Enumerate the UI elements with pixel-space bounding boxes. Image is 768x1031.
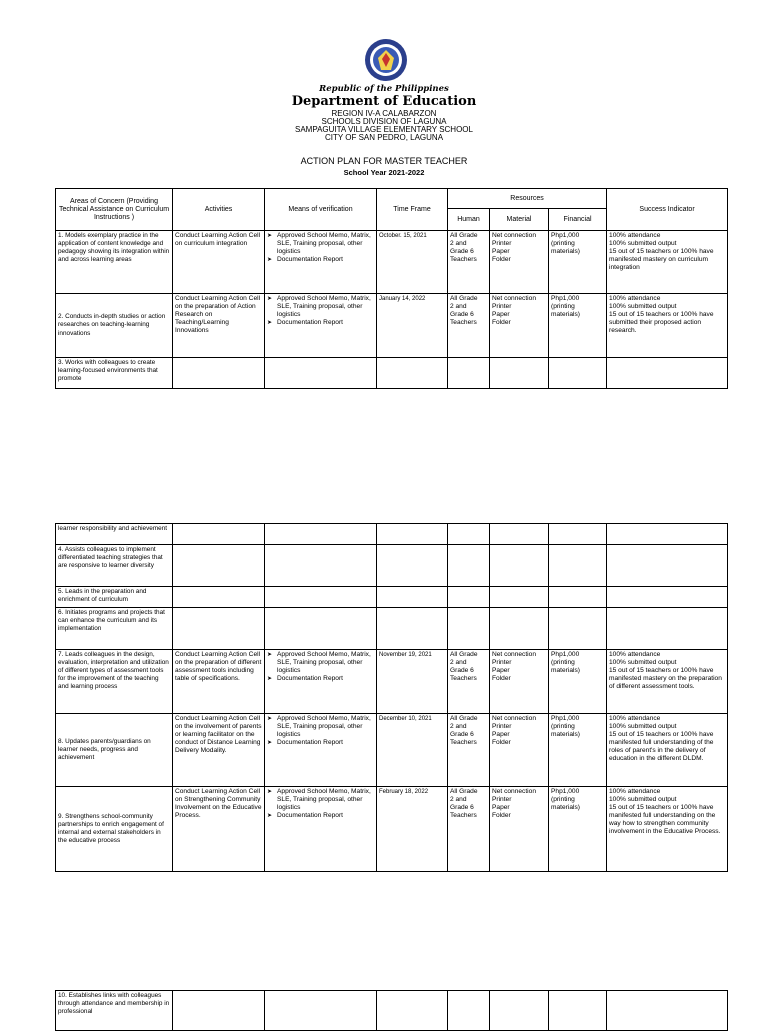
means-cell <box>265 294 377 358</box>
table-row <box>56 991 728 1031</box>
area-cell: 10. Establishes links with colleagues through attendance and membership in professional <box>56 991 173 1031</box>
means-cell <box>265 231 377 294</box>
human-line: Grade 6 <box>450 311 474 319</box>
area-cell: learner responsibility and achievement <box>56 524 173 545</box>
success-cell <box>607 714 728 787</box>
success-cell <box>607 650 728 714</box>
activity-cell: Conduct Learning Action Cell on the preparation of different assessment tools including table of specifications. <box>173 650 265 714</box>
area-cell: 4. Assists colleagues to implement differentiated teaching strategies that are responsive to learner diversity <box>56 545 173 587</box>
human-cell <box>448 231 490 294</box>
success-line: 100% submitted output <box>609 796 677 804</box>
col-header-financial: Financial <box>549 209 607 231</box>
material-line: Net connection <box>492 715 536 722</box>
material-line: Printer <box>492 796 512 804</box>
action-plan-table-page-1 <box>55 188 728 389</box>
means-item: ➤ Documentation Report <box>267 319 374 327</box>
material-cell <box>490 650 549 714</box>
human-line: Teachers <box>450 319 477 327</box>
material-line: Paper <box>492 731 510 739</box>
table-row <box>56 714 728 787</box>
human-cell <box>448 714 490 787</box>
material-line: Printer <box>492 659 512 667</box>
human-line: All Grade <box>450 788 478 795</box>
activity-cell: Conduct Learning Action Cell on Strengthening Community Involvement on the Educative Process. <box>173 787 265 872</box>
area-cell: 1. Models exemplary practice in the application of content knowledge and pedagogy showing its integration within and across learning areas <box>56 231 173 294</box>
success-line: 100% attendance <box>609 232 661 239</box>
human-line: 2 and <box>450 240 467 248</box>
human-line: 2 and <box>450 659 467 667</box>
material-line: Folder <box>492 256 511 264</box>
material-cell <box>490 714 549 787</box>
material-cell <box>490 787 549 872</box>
human-line: All Grade <box>450 715 478 722</box>
financial-cell: Php1,000 (printing materials) <box>549 714 607 787</box>
area-cell: 2. Conducts in-depth studies or action researches on teaching-learning innovations <box>56 294 173 358</box>
means-item: ➤ Approved School Memo, Matrix, SLE, Training proposal, other logistics <box>267 715 374 739</box>
area-cell: 3. Works with colleagues to create learning-focused environments that promote <box>56 358 173 389</box>
material-line: Folder <box>492 812 511 820</box>
material-line: Folder <box>492 319 511 327</box>
success-cell <box>607 231 728 294</box>
human-line: Teachers <box>450 739 477 747</box>
time-cell: February 18, 2022 <box>377 787 448 872</box>
financial-cell: Php1,000 (printing materials) <box>549 650 607 714</box>
means-item: ➤ Approved School Memo, Matrix, SLE, Training proposal, other logistics <box>267 651 374 675</box>
means-item: ➤ Approved School Memo, Matrix, SLE, Training proposal, other logistics <box>267 295 374 319</box>
financial-cell: Php1,000 (printing materials) <box>549 231 607 294</box>
success-line: 100% attendance <box>609 295 661 302</box>
human-line: 2 and <box>450 796 467 804</box>
material-line: Net connection <box>492 651 536 658</box>
means-item: ➤ Documentation Report <box>267 675 374 683</box>
success-line: 100% attendance <box>609 715 661 722</box>
material-line: Printer <box>492 723 512 731</box>
col-header-means: Means of verification <box>265 189 377 231</box>
table-row <box>56 231 728 294</box>
material-line: Paper <box>492 804 510 812</box>
material-line: Net connection <box>492 232 536 239</box>
success-line: 100% submitted output <box>609 659 677 667</box>
col-header-human: Human <box>448 209 490 231</box>
human-line: Teachers <box>450 812 477 820</box>
human-line: Grade 6 <box>450 667 474 675</box>
activity-cell: Conduct Learning Action Cell on the preparation of Action Research on Teaching/Learning Innovations <box>173 294 265 358</box>
table-row <box>56 358 728 389</box>
human-cell <box>448 294 490 358</box>
material-line: Printer <box>492 240 512 248</box>
material-line: Paper <box>492 248 510 256</box>
success-line: 15 out of 15 teachers or 100% have manifested mastery on the preparation of different assessment tools. <box>609 667 722 691</box>
school-label: SAMPAGUITA VILLAGE ELEMENTARY SCHOOL <box>295 125 473 134</box>
time-cell: October. 15, 2021 <box>377 231 448 294</box>
human-line: Grade 6 <box>450 804 474 812</box>
human-line: Teachers <box>450 675 477 683</box>
table-row <box>56 545 728 587</box>
means-item: ➤ Approved School Memo, Matrix, SLE, Training proposal, other logistics <box>267 788 374 812</box>
success-line: 100% attendance <box>609 651 661 658</box>
material-line: Paper <box>492 667 510 675</box>
area-cell: 6. Initiates programs and projects that can enhance the curriculum and its implementation <box>56 608 173 650</box>
means-cell <box>265 650 377 714</box>
document-title: ACTION PLAN FOR MASTER TEACHER <box>300 156 468 166</box>
material-line: Net connection <box>492 788 536 795</box>
region-label: REGION IV-A CALABARZON <box>331 109 437 118</box>
material-line: Folder <box>492 675 511 683</box>
success-cell <box>607 294 728 358</box>
city-label: CITY OF SAN PEDRO, LAGUNA <box>324 133 444 142</box>
table-row <box>56 787 728 872</box>
col-header-activities: Activities <box>173 189 265 231</box>
department-label: Department of Education <box>291 94 477 109</box>
col-header-time: Time Frame <box>377 189 448 231</box>
financial-cell: Php1,000 (printing materials) <box>549 787 607 872</box>
table-row <box>56 608 728 650</box>
material-line: Folder <box>492 739 511 747</box>
time-cell: November 19, 2021 <box>377 650 448 714</box>
table-row <box>56 524 728 545</box>
table-row <box>56 587 728 608</box>
time-cell: December 10, 2021 <box>377 714 448 787</box>
area-cell: 7. Leads colleagues in the design, evaluation, interpretation and utilization of different types of assessment tools for the improvement of the teaching and learning process <box>56 650 173 714</box>
col-header-areas: Areas of Concern (Providing Technical Assistance on Curriculum Instructions ) <box>56 189 173 231</box>
human-line: Grade 6 <box>450 248 474 256</box>
success-line: 100% attendance <box>609 788 661 795</box>
human-line: Grade 6 <box>450 731 474 739</box>
material-cell <box>490 231 549 294</box>
means-cell <box>265 787 377 872</box>
financial-cell: Php1,000 (printing materials) <box>549 294 607 358</box>
means-cell <box>265 714 377 787</box>
table-row <box>56 294 728 358</box>
success-line: 15 out of 15 teachers or 100% have submitted their proposed action research. <box>609 311 714 335</box>
material-line: Printer <box>492 303 512 311</box>
activity-cell: Conduct Learning Action Cell on the involvement of parents or learning facilitator on the conduct of Distance Learning Delivery Modality. <box>173 714 265 787</box>
col-header-resources: Resources <box>448 189 607 209</box>
means-item: ➤ Approved School Memo, Matrix, SLE, Training proposal, other logistics <box>267 232 374 256</box>
human-line: All Grade <box>450 651 478 658</box>
success-line: 100% submitted output <box>609 723 677 731</box>
action-plan-table-page-3 <box>55 990 728 1031</box>
area-cell: 9. Strengthens school-community partnerships to enrich engagement of internal and external stakeholders in the educative process <box>56 787 173 872</box>
success-line: 15 out of 15 teachers or 100% have manifested full understanding on the way how to strengthen community involvement in the Educative Process. <box>609 804 721 836</box>
human-line: All Grade <box>450 295 478 302</box>
republic-label: Republic of the Philippines <box>319 84 449 94</box>
area-cell: 5. Leads in the preparation and enrichment of curriculum <box>56 587 173 608</box>
success-line: 100% submitted output <box>609 240 677 248</box>
table-row <box>56 650 728 714</box>
col-header-success: Success Indicator <box>607 189 728 231</box>
school-year: School Year 2021-2022 <box>343 168 425 177</box>
material-cell <box>490 294 549 358</box>
human-line: 2 and <box>450 723 467 731</box>
success-line: 15 out of 15 teachers or 100% have manifested mastery on curriculum integration <box>609 248 714 272</box>
activity-cell: Conduct Learning Action Cell on curriculum integration <box>173 231 265 294</box>
material-line: Net connection <box>492 295 536 302</box>
deped-seal <box>364 38 408 82</box>
success-line: 15 out of 15 teachers or 100% have manifested full understanding of the roles of parent's in the delivery of education in the different DLDM. <box>609 731 714 763</box>
human-line: All Grade <box>450 232 478 239</box>
time-cell: January 14, 2022 <box>377 294 448 358</box>
means-item: ➤ Documentation Report <box>267 739 374 747</box>
success-cell <box>607 787 728 872</box>
action-plan-table-page-2 <box>55 523 728 872</box>
division-label: SCHOOLS DIVISION OF LAGUNA <box>321 117 447 126</box>
area-cell: 8. Updates parents/guardians on learner needs, progress and achievement <box>56 714 173 787</box>
means-item: ➤ Documentation Report <box>267 256 374 264</box>
success-line: 100% submitted output <box>609 303 677 311</box>
material-line: Paper <box>492 311 510 319</box>
human-line: 2 and <box>450 303 467 311</box>
col-header-material: Material <box>490 209 549 231</box>
means-item: ➤ Documentation Report <box>267 812 374 820</box>
human-cell <box>448 650 490 714</box>
human-cell <box>448 787 490 872</box>
human-line: Teachers <box>450 256 477 264</box>
